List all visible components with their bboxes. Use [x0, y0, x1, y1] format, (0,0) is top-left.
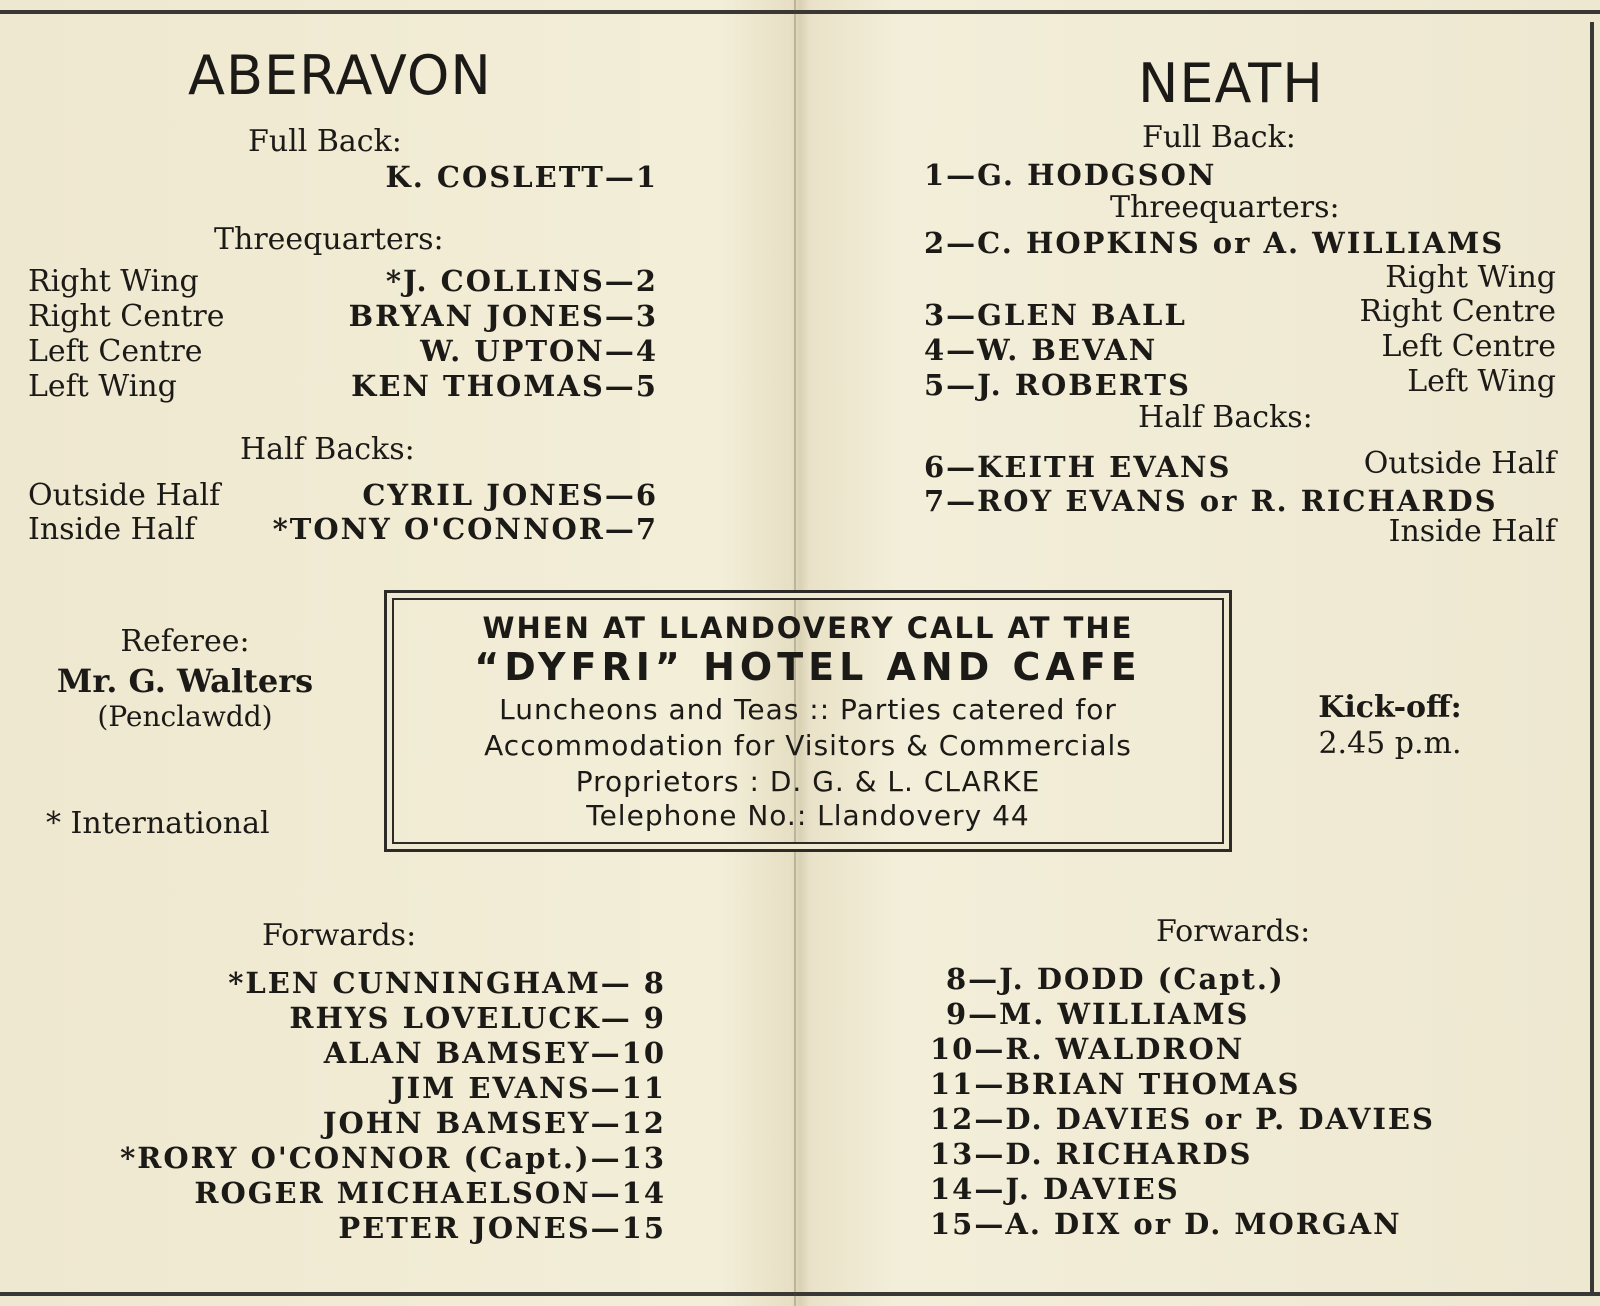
aberavon-position-label: Right Wing [28, 264, 199, 299]
international-note: * International [46, 806, 270, 841]
aberavon-forward: ROGER MICHAELSON—14 [194, 1176, 666, 1210]
aberavon-forward: RHYS LOVELUCK— 9 [289, 1001, 666, 1035]
top-border [0, 10, 1600, 14]
neath-forward: 10—R. WALDRON [930, 1032, 1245, 1066]
neath-half-backs-heading: Half Backs: [1138, 400, 1313, 435]
aberavon-forward: *RORY O'CONNOR (Capt.)—13 [120, 1141, 666, 1175]
advert-line: Luncheons and Teas :: Parties catered for [499, 693, 1117, 726]
aberavon-full-back-heading: Full Back: [248, 124, 402, 159]
referee-name: Mr. G. Walters [56, 662, 314, 700]
neath-player: 2—C. HOPKINS or A. WILLIAMS [924, 226, 1505, 260]
kickoff-label: Kick-off: [1318, 690, 1462, 725]
aberavon-position-label: Right Centre [28, 299, 225, 334]
aberavon-player: *TONY O'CONNOR—7 [272, 512, 658, 546]
aberavon-position-label: Left Wing [28, 369, 177, 404]
neath-position-label: Left Wing [1407, 364, 1556, 399]
neath-forward: 11—BRIAN THOMAS [930, 1067, 1301, 1101]
neath-position-label: Right Wing [1385, 260, 1556, 295]
neath-position-label: Left Centre [1381, 329, 1556, 364]
aberavon-position-label: Left Centre [28, 334, 203, 369]
neath-position-label: Inside Half [1388, 514, 1556, 549]
neath-forwards-heading: Forwards: [1156, 914, 1311, 949]
neath-player: 4—W. BEVAN [924, 333, 1158, 367]
advert-line: Accommodation for Visitors & Commercials [484, 729, 1132, 762]
neath-position-label: Right Centre [1359, 294, 1556, 329]
neath-forward: 13—D. RICHARDS [930, 1137, 1253, 1171]
advert-line: WHEN AT LLANDOVERY CALL AT THE [482, 611, 1134, 645]
neath-position-label: Outside Half [1363, 446, 1556, 481]
neath-threequarters-heading: Threequarters: [1110, 190, 1340, 225]
neath-player: 5—J. ROBERTS [924, 368, 1191, 402]
neath-full-back-heading: Full Back: [1142, 120, 1296, 155]
aberavon-forwards-heading: Forwards: [262, 918, 417, 953]
aberavon-full-back-player: K. COSLETT—1 [385, 160, 658, 194]
aberavon-forward: JOHN BAMSEY—12 [322, 1106, 666, 1140]
neath-full-back-player: 1—G. HODGSON [924, 158, 1217, 192]
aberavon-threequarters-heading: Threequarters: [214, 222, 444, 257]
aberavon-position-label: Outside Half [28, 478, 221, 513]
neath-player: 6—KEITH EVANS [924, 450, 1232, 484]
advert-line: Proprietors : D. G. & L. CLARKE [575, 765, 1041, 798]
neath-forward: 14—J. DAVIES [930, 1172, 1180, 1206]
neath-player: 7—ROY EVANS or R. RICHARDS [924, 484, 1498, 518]
neath-forward: 15—A. DIX or D. MORGAN [930, 1207, 1402, 1241]
team-title-aberavon: ABERAVON [188, 44, 492, 107]
aberavon-forward: ALAN BAMSEY—10 [323, 1036, 666, 1070]
neath-player: 3—GLEN BALL [924, 298, 1187, 332]
aberavon-player: W. UPTON—4 [420, 334, 658, 368]
referee-club: (Penclawdd) [97, 700, 273, 733]
advert-line: Telephone No.: Llandovery 44 [586, 799, 1030, 832]
neath-forward: 12—D. DAVIES or P. DAVIES [930, 1102, 1435, 1136]
neath-forward: 8—J. DODD (Capt.) [946, 962, 1285, 996]
neath-forward: 9—M. WILLIAMS [946, 997, 1250, 1031]
aberavon-player: BRYAN JONES—3 [348, 299, 658, 333]
advert-hotel-name: “DYFRI” HOTEL AND CAFE [474, 645, 1142, 689]
aberavon-half-backs-heading: Half Backs: [240, 432, 415, 467]
aberavon-forward: JIM EVANS—11 [390, 1071, 666, 1105]
aberavon-player: KEN THOMAS—5 [351, 369, 658, 403]
aberavon-player: *J. COLLINS—2 [385, 264, 658, 298]
bottom-border [0, 1292, 1600, 1296]
aberavon-forward: PETER JONES—15 [338, 1211, 666, 1245]
right-border [1590, 22, 1594, 1292]
kickoff-time: 2.45 p.m. [1318, 726, 1462, 761]
referee-label: Referee: [120, 624, 250, 659]
aberavon-player: CYRIL JONES—6 [362, 478, 658, 512]
team-title-neath: NEATH [1138, 52, 1324, 115]
hotel-advert [384, 590, 1232, 852]
aberavon-forward: *LEN CUNNINGHAM— 8 [228, 966, 666, 1000]
aberavon-position-label: Inside Half [28, 512, 196, 547]
